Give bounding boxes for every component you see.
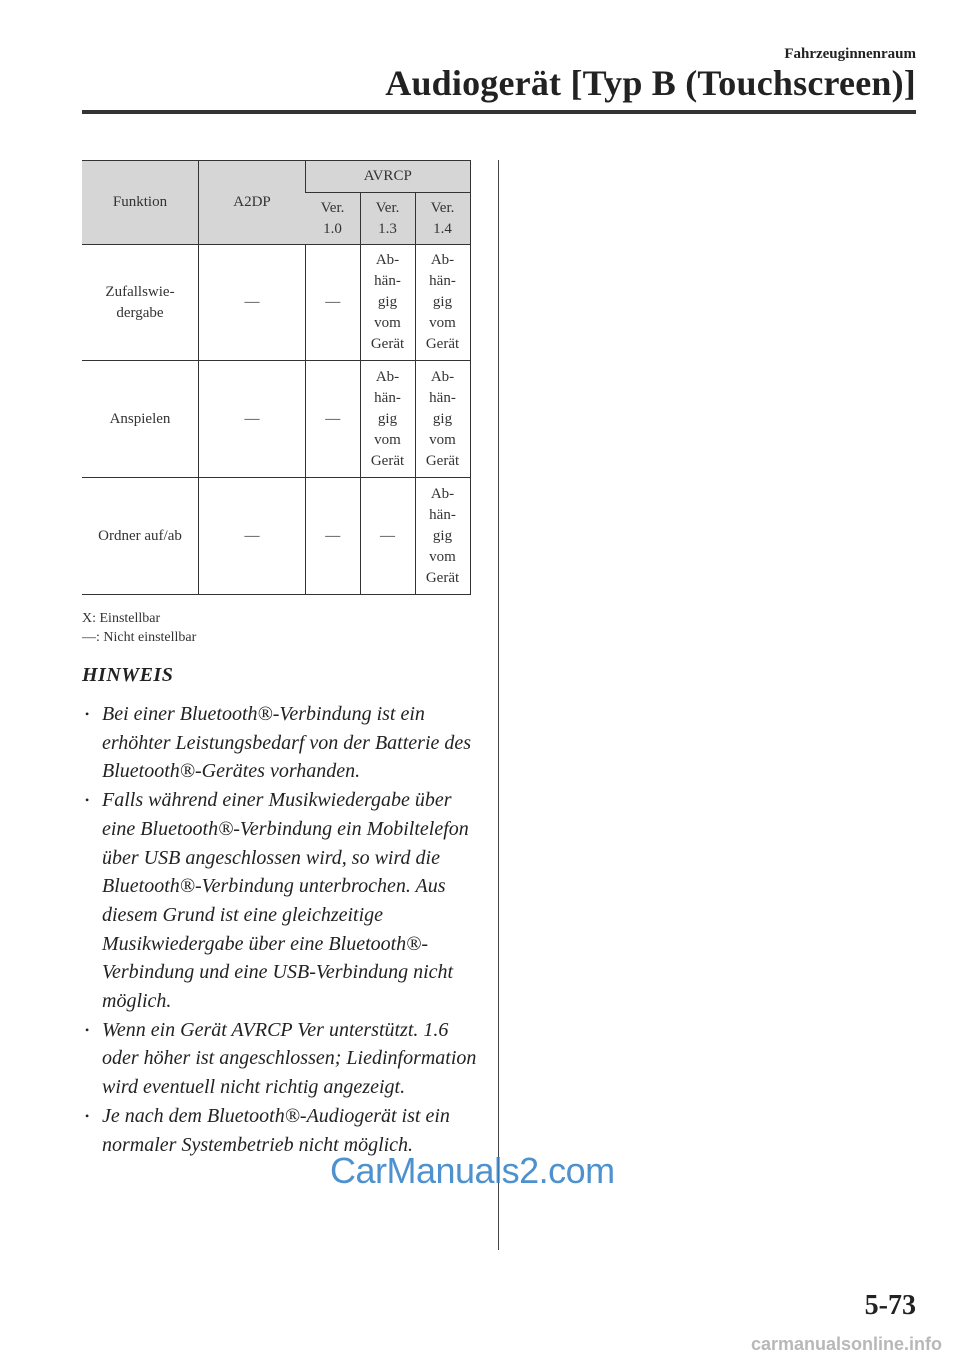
watermark: CarManuals2.com [330, 1150, 615, 1191]
header-ver-1-0: Ver. 1.0 [306, 193, 361, 245]
cell-ver-1-3: Ab- hän- gig vom Gerät [360, 361, 415, 478]
legend-x: X: Einstellbar [82, 611, 161, 626]
header-section: Fahrzeuginnenraum [784, 46, 916, 62]
function-table [82, 160, 471, 595]
note-list [82, 700, 482, 1159]
header-rule [82, 110, 916, 114]
legend-dash: —: Nicht einstellbar [82, 630, 197, 645]
cell-a2dp: — [199, 361, 306, 478]
cell-a2dp: — [199, 245, 306, 361]
header-avrcp: AVRCP [306, 161, 471, 193]
cell-ver-1-0: — [306, 478, 361, 595]
note-item: • Wenn ein Gerät AVRCP Ver unterstützt. 1.6 oder höher ist angeschlossen; Liedinformation wird eventuell nicht richtig angezeigt. [82, 1016, 482, 1102]
cell-a2dp: — [199, 478, 306, 595]
note-item: • Falls während einer Musikwiedergabe über eine Bluetooth®-Verbindung ein Mobiltelefon über USB angeschlossen wird, so wird die Bluetooth®-Verbindung unterbrochen. Aus diesem Grund ist eine gleichzeitige Musikwiedergabe über eine Bluetooth®-Verbindung und eine USB-Verbindung nicht möglich. [82, 786, 482, 1016]
cell-ver-1-4: Ab- hän- gig vom Gerät [415, 361, 470, 478]
header-funktion: Funktion [82, 161, 199, 245]
note-heading: HINWEIS [82, 664, 174, 686]
header-a2dp: A2DP [199, 161, 306, 245]
header-ver-1-3: Ver. 1.3 [360, 193, 415, 245]
table-legend [82, 609, 196, 647]
cell-ver-1-4: Ab- hän- gig vom Gerät [415, 245, 470, 361]
cell-funktion: Ordner auf/ab [82, 478, 199, 595]
cell-funktion: Anspielen [82, 361, 199, 478]
header-ver-1-4: Ver. 1.4 [415, 193, 470, 245]
table-row [82, 245, 470, 361]
cell-ver-1-3: — [360, 478, 415, 595]
cell-ver-1-4: Ab- hän- gig vom Gerät [415, 478, 470, 595]
footer-site-watermark: carmanualsonline.info [750, 1334, 942, 1354]
page-title: Audiogerät [Typ B (Touchscreen)] [385, 63, 916, 103]
table-row [82, 361, 470, 478]
page-number: 5-73 [864, 1290, 916, 1321]
cell-ver-1-0: — [306, 361, 361, 478]
cell-ver-1-3: Ab- hän- gig vom Gerät [360, 245, 415, 361]
column-divider [498, 160, 499, 1250]
cell-ver-1-0: — [306, 245, 361, 361]
note-item: • Bei einer Bluetooth®-Verbindung ist ein erhöhter Leistungsbedarf von der Batterie des Bluetooth®-Gerätes vorhanden. [82, 700, 482, 786]
note-item: • Je nach dem Bluetooth®-Audiogerät ist ein normaler Systembetrieb nicht möglich. [82, 1102, 482, 1159]
cell-funktion: Zufallswie- dergabe [82, 245, 199, 361]
table-row [82, 478, 470, 595]
